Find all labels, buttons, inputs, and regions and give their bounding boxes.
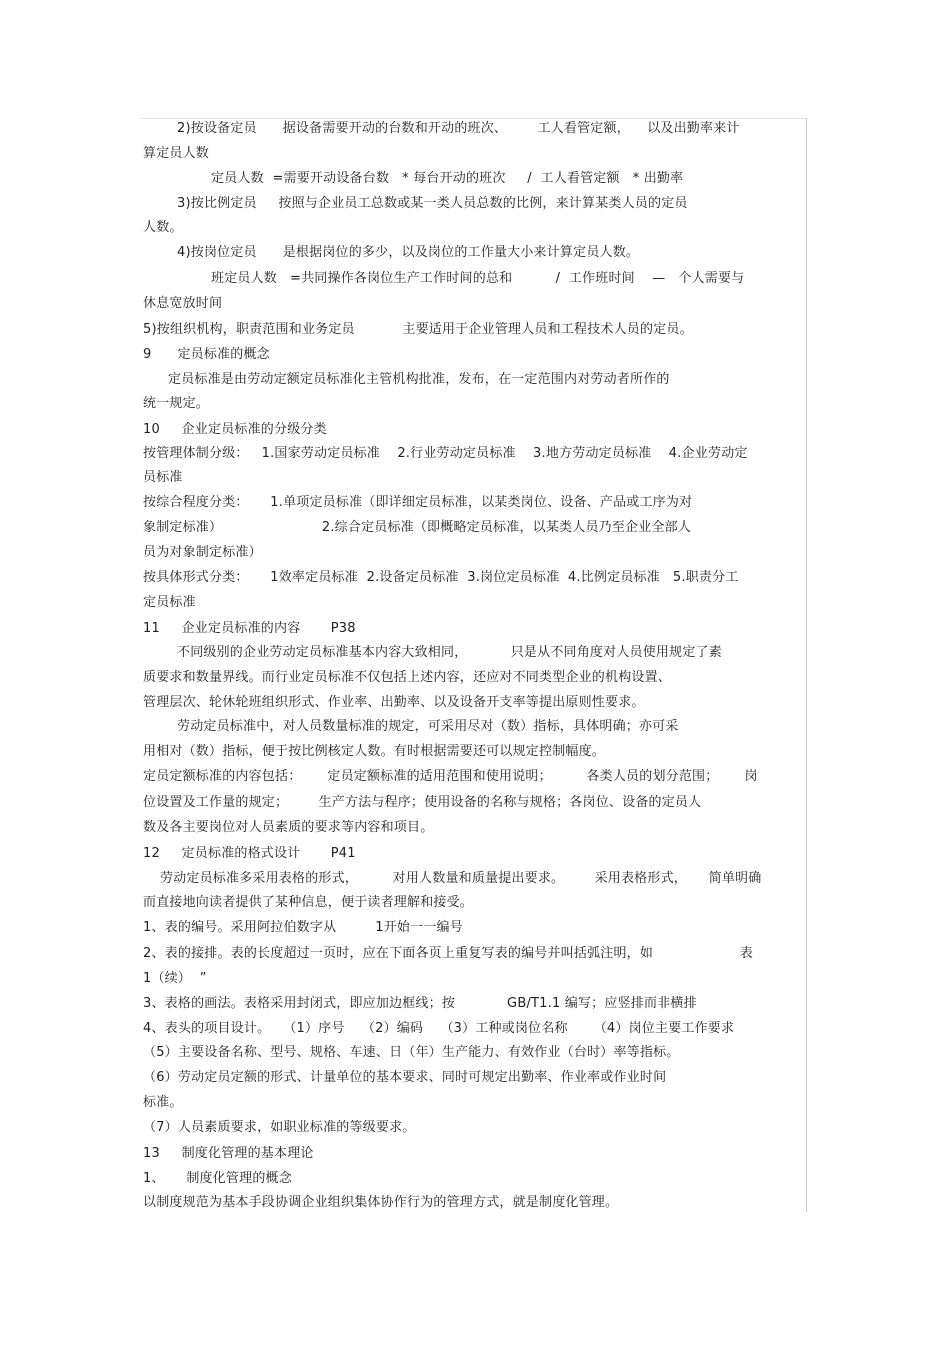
- text-line: 象制定标准） 2.综合定员标准（即概略定员标准，以某类人员乃至企业全部人: [143, 520, 692, 535]
- text-line: 以制度规范为基本手段协调企业组织集体协作行为的管理方式，就是制度化管理。: [143, 1195, 619, 1210]
- text-line: （7）人员素质要求，如职业标准的等级要求。: [143, 1120, 416, 1135]
- text-line: 而直接地向读者提供了某种信息，便于读者理解和接受。: [143, 895, 474, 910]
- text-line: 数及各主要岗位对人员素质的要求等内容和项目。: [143, 820, 434, 835]
- text-line: 1（续） ”: [143, 971, 207, 986]
- text-line: 5)按组织机构，职责范围和业务定员 主要适用于企业管理人员和工程技术人员的定员。: [143, 322, 693, 337]
- text-line: 标准。: [143, 1095, 183, 1110]
- text-line: 休息宽放时间: [143, 296, 223, 311]
- text-line: 员标准: [143, 470, 183, 485]
- list-item: 2、表的接排。表的长度超过一页时，应在下面各页上重复写表的编号并叫括弧注明，如 表: [143, 946, 753, 961]
- text-line: 按综合程度分类： 1.单项定员标准（即详细定员标准，以某类岗位、设备、产品或工序为对: [143, 495, 693, 510]
- text-line: 人数。: [143, 220, 183, 235]
- text-line: 定员标准是由劳动定额定员标准化主管机构批准，发布，在一定范围内对劳动者所作的: [168, 372, 670, 387]
- text-line: 劳动定员标准中，对人员数量标准的规定，可采用尽对（数）指标，具体明确；亦可采: [177, 719, 679, 734]
- page-top-border: [140, 118, 807, 119]
- page-right-border: [806, 118, 807, 1212]
- formula-line: 定员人数 =需要开动设备台数 * 每台开动的班次 / 工人看管定额 * 出勤率: [211, 171, 684, 186]
- text-line: 位设置及工作量的规定； 生产方法与程序；使用设备的名称与规格；各岗位、设备的定员人: [143, 795, 702, 810]
- text-line: 3)按比例定员 按照与企业员工总数或某一类人员总数的比例，来计算某类人员的定员: [177, 196, 688, 211]
- subsection-heading: 1、 制度化管理的概念: [143, 1171, 292, 1186]
- text-line: 按管理体制分级： 1.国家劳动定员标准 2.行业劳动定员标准 3.地方劳动定员标准 4.企业劳动定: [143, 446, 748, 461]
- text-line: 质要求和数量界线。而行业定员标准不仅包括上述内容，还应对不同类型企业的机构设置、: [143, 670, 672, 685]
- text-line: 4)按岗位定员 是根据岗位的多少，以及岗位的工作量大小来计算定员人数。: [177, 245, 640, 260]
- text-line: 用相对（数）指标，便于按比例核定人数。有时根据需要还可以规定控制幅度。: [143, 744, 606, 759]
- list-item: 3、表格的画法。表格采用封闭式，即应加边框线；按 GB/T1.1 编写；应竖排而非横排: [143, 996, 697, 1011]
- section-heading-12: 12 定员标准的格式设计 P41: [143, 846, 356, 861]
- text-line: （6）劳动定员定额的形式、计量单位的基本要求、同时可规定出勤率、作业率或作业时间: [143, 1070, 667, 1085]
- text-line: 算定员人数: [143, 146, 210, 161]
- text-line: 管理层次、轮休轮班组织形式、作业率、出勤率、以及设备开支率等提出原则性要求。: [143, 695, 645, 710]
- text-line: 按具体形式分类： 1效率定员标准 2.设备定员标准 3.岗位定员标准 4.比例定员标准 5.职责分工: [143, 570, 739, 585]
- text-line: 定员定额标准的内容包括： 定员定额标准的适用范围和使用说明； 各类人员的划分范围； 岗: [143, 769, 758, 784]
- text-line: 劳动定员标准多采用表格的形式， 对用人数量和质量提出要求。 采用表格形式， 简单明确: [160, 871, 762, 886]
- text-line: （5）主要设备名称、型号、规格、车速、日（年）生产能力、有效作业（台时）率等指标。: [143, 1045, 680, 1060]
- text-line: 员为对象制定标准）: [143, 545, 262, 560]
- section-heading-9: 9 定员标准的概念: [143, 347, 270, 362]
- list-item: 1、表的编号。采用阿拉伯数字从 1开始一一编号: [143, 920, 463, 935]
- formula-line: 班定员人数 =共同操作各岗位生产工作时间的总和 / 工作班时间 — 个人需要与: [211, 271, 745, 286]
- section-heading-11: 11 企业定员标准的内容 P38: [143, 621, 356, 636]
- text-line: 统一规定。: [143, 396, 210, 411]
- text-line: 定员标准: [143, 595, 196, 610]
- section-heading-10: 10 企业定员标准的分级分类: [143, 422, 327, 437]
- text-line: 2)按设备定员 据设备需要开动的台数和开动的班次、 工人看管定额， 以及出勤率来计: [177, 121, 740, 136]
- text-line: 不同级别的企业劳动定员标准基本内容大致相同， 只是从不同角度对人员使用规定了素: [177, 645, 722, 660]
- section-heading-13: 13 制度化管理的基本理论: [143, 1146, 314, 1161]
- list-item: 4、表头的项目设计。 （1）序号 （2）编码 （3）工种或岗位名称 （4）岗位主要工作要求: [143, 1021, 735, 1036]
